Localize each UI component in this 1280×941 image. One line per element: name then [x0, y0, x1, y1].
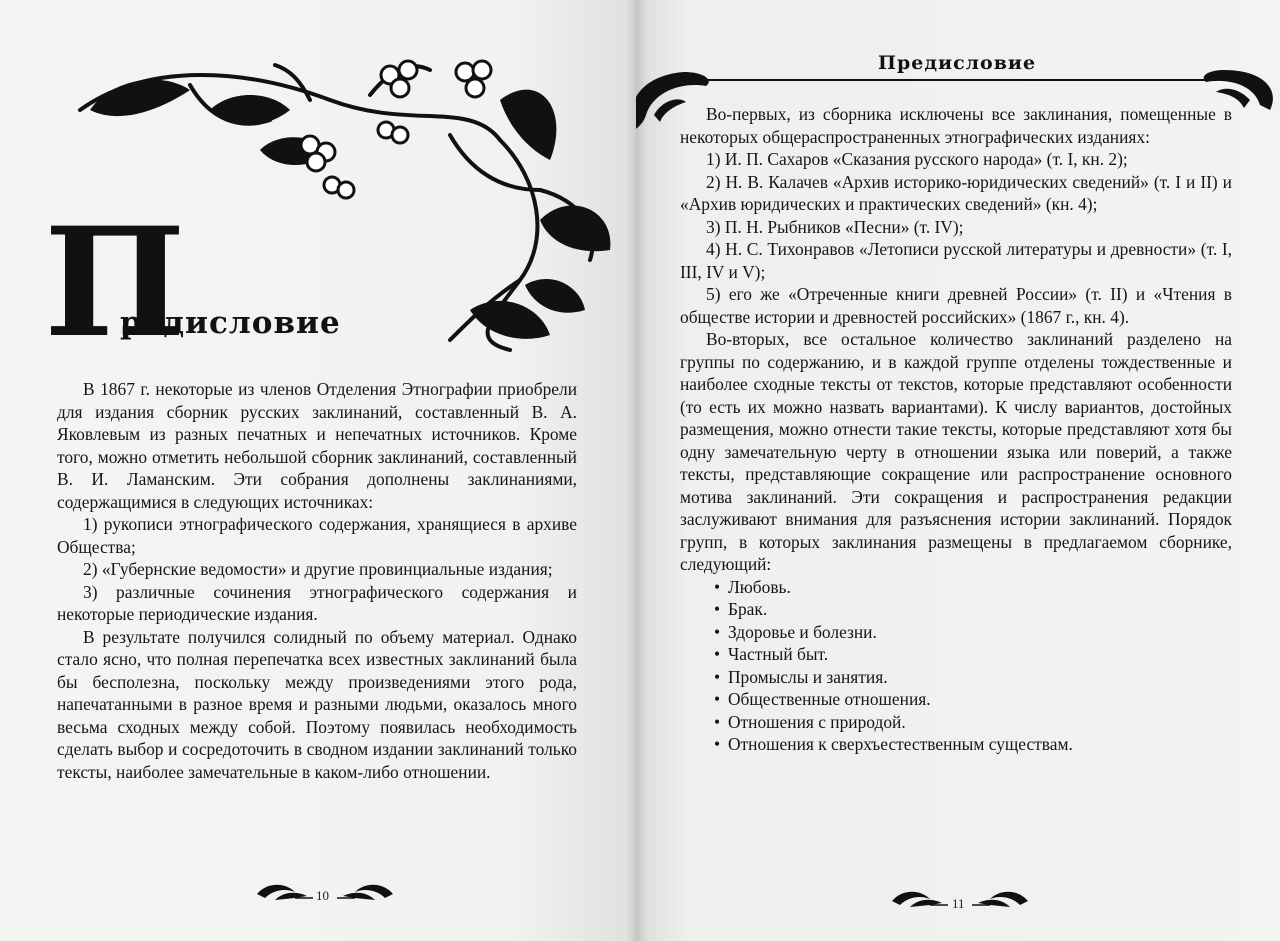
list-item: 2) «Губернские ведомости» и другие провинциальные издания;	[83, 559, 553, 579]
list-item: 5) его же «Отреченные книги древней России» (т. II) и «Чтения в обществе истории и древностей российских» (1867 г., кн. 4).	[680, 284, 1232, 327]
bullet-item: • Любовь.	[680, 576, 1232, 599]
paragraph: Во-первых, из сборника исключены все заклинания, помещенные в некоторых общераспространенных этнографических изданиях:	[680, 104, 1232, 147]
page-number: 10	[316, 888, 329, 903]
running-head: Предисловие	[878, 52, 1037, 74]
list-item: 3) различные сочинения этнографического содержания и некоторые периодические издания.	[57, 581, 577, 624]
bullet-item: • Здоровье и болезни.	[680, 621, 1232, 644]
paragraph: В результате получился солидный по объему материал. Однако стало ясно, что полная перепечатка всех известных заклинаний была бы бесполезна, поскольку между произведениями этого рода, напечатанными в разное время и разными людьми, оказалось много весьма сходных между собой. Поэтому появилась необходимость сделать выбор и сосредоточить в сводном издании заклинаний только тексты, наиболее замечательные в каком-либо отношении.	[57, 626, 577, 782]
book-gutter	[626, 0, 648, 941]
left-body-text	[57, 378, 577, 783]
chapter-title: редисловие	[120, 305, 341, 341]
bullet-item: • Отношения с природой.	[680, 711, 1232, 734]
list-item: 4) Н. С. Тихонравов «Летописи русской литературы и древности» (т. I, III, IV и V);	[680, 239, 1232, 282]
bullet-item: • Отношения к сверхъестественным существам.	[680, 733, 1232, 756]
list-item: 2) Н. В. Калачев «Архив историко-юридических сведений» (т. I и II) и «Архив юридических и практических сведений» (кн. 4);	[680, 171, 1232, 214]
title-initial-letter: П	[44, 195, 182, 371]
bullet-item: • Частный быт.	[680, 643, 1232, 666]
list-item: 3) П. Н. Рыбников «Песни» (т. IV);	[706, 216, 964, 237]
list-item: 1) рукописи этнографического содержания, хранящиеся в архиве Общества;	[57, 514, 577, 557]
page-number: 11	[952, 896, 965, 911]
list-item: 1) И. П. Сахаров «Сказания русского народа» (т. I, кн. 2);	[706, 149, 1128, 169]
bullet-list	[680, 576, 1232, 756]
paragraph: В 1867 г. некоторые из членов Отделения Этнографии приобрели для издания сборник русских заклинаний, составленный В. А. Яковлевым из разных печатных и непечатных источников. Кроме того, можно отметить небольшой сборник заклинаний, составленный В. И. Ламанским. Эти собрания дополнены заклинаниями, содержащимися в следующих источниках:	[57, 379, 577, 512]
bullet-item: • Брак.	[680, 598, 1232, 621]
right-body-text	[680, 103, 1232, 756]
paragraph: Во-вторых, все остальное количество заклинаний разделено на группы по содержанию, и в каждой группе отделены тождественные и наиболее сходные тексты от текстов, которые представляют особенности (то есть их можно назвать вариантами). К числу вариантов, достойных размещения, можно отнести такие тексты, которые представляют хотя бы одну замечательную черту в отношении языка или поверий, а также тексты, представляющие сокращение или распространение основного мотива заклинаний. Эти сокращения и распространения редакции заслуживают внимания для разъяснения истории заклинаний. Порядок групп, в которых заклинания размещены в предлагаемом сборнике, следующий:	[680, 329, 1232, 574]
bullet-item: • Общественные отношения.	[680, 688, 1232, 711]
bullet-item: • Промыслы и занятия.	[680, 666, 1232, 689]
right-page	[636, 0, 1280, 941]
left-page	[0, 0, 636, 941]
